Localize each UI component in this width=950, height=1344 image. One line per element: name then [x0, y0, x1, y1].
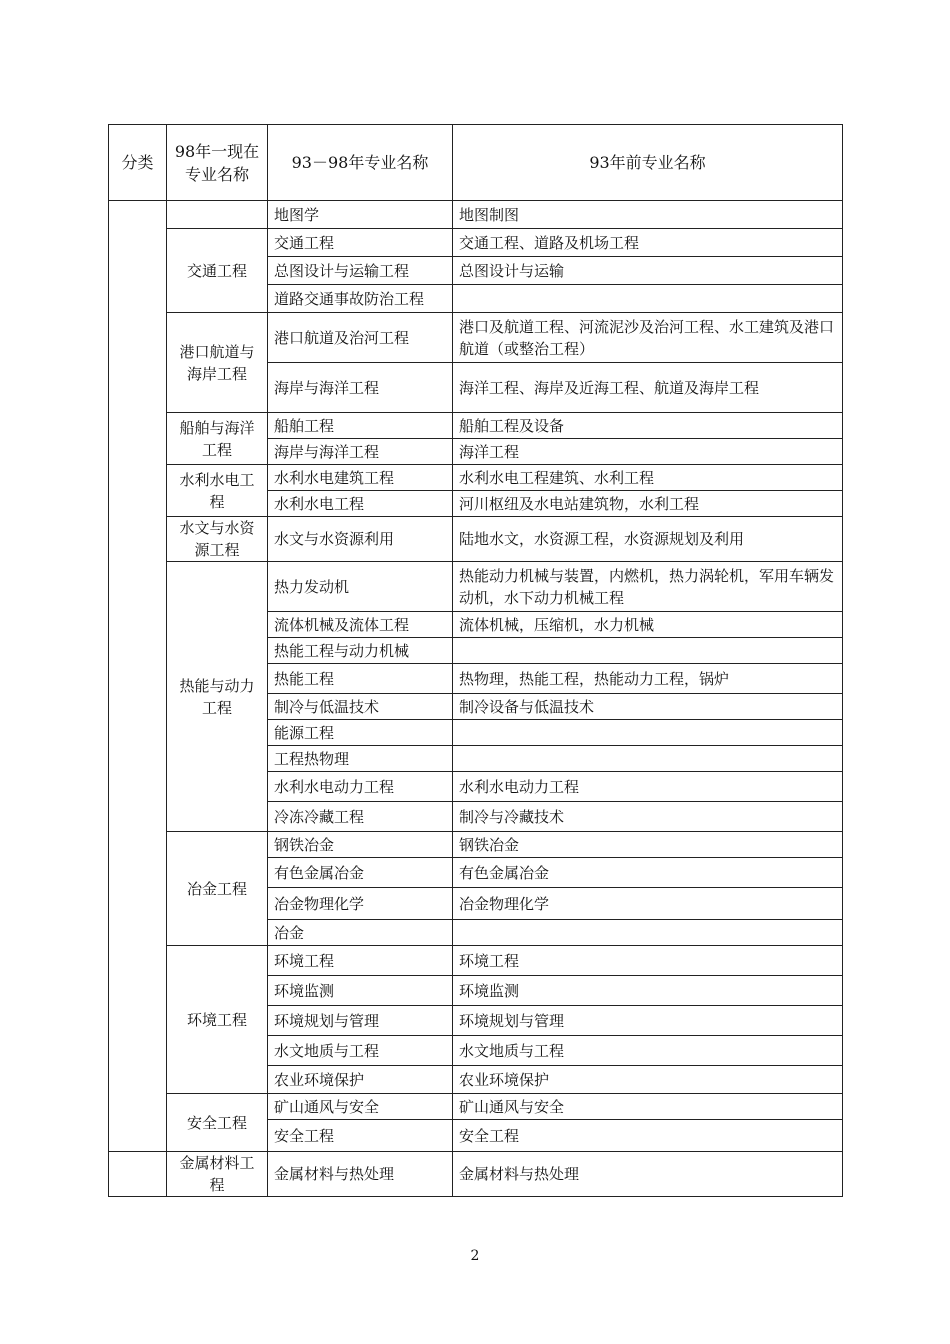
major-pre-93-name: 钢铁冶金 [453, 832, 843, 858]
page-number: 2 [470, 1248, 480, 1264]
major-93-98-name: 金属材料与热处理 [268, 1152, 453, 1197]
major-93-98-name: 海岸与海洋工程 [268, 363, 453, 413]
table-row [109, 413, 843, 439]
major-93-98-name: 冷冻冷藏工程 [268, 802, 453, 832]
major-93-98-name: 环境工程 [268, 946, 453, 976]
major-93-98-name: 流体机械及流体工程 [268, 612, 453, 638]
major-pre-93-name: 陆地水文，水资源工程，水资源规划及利用 [453, 517, 843, 562]
current-major-name: 金属材料工程 [167, 1152, 268, 1197]
major-93-98-name: 矿山通风与安全 [268, 1094, 453, 1120]
major-pre-93-name: 热能动力机械与装置，内燃机，热力涡轮机，军用车辆发动机，水下动力机械工程 [453, 562, 843, 612]
table-row [109, 201, 843, 229]
major-pre-93-name: 流体机械，压缩机，水力机械 [453, 612, 843, 638]
major-93-98-name: 水利水电工程 [268, 491, 453, 517]
major-pre-93-name: 制冷设备与低温技术 [453, 694, 843, 720]
table-row [109, 465, 843, 491]
major-93-98-name: 有色金属冶金 [268, 858, 453, 888]
current-major-name: 安全工程 [167, 1094, 268, 1152]
table-row [109, 517, 843, 562]
major-93-98-name: 水利水电动力工程 [268, 772, 453, 802]
current-major-name: 冶金工程 [167, 832, 268, 946]
major-pre-93-name: 制冷与冷藏技术 [453, 802, 843, 832]
major-93-98-name: 船舶工程 [268, 413, 453, 439]
major-pre-93-name: 船舶工程及设备 [453, 413, 843, 439]
major-pre-93-name: 总图设计与运输 [453, 257, 843, 285]
table-row [109, 946, 843, 976]
major-pre-93-name: 海洋工程、海岸及近海工程、航道及海岸工程 [453, 363, 843, 413]
major-pre-93-name: 环境工程 [453, 946, 843, 976]
major-pre-93-name: 安全工程 [453, 1120, 843, 1152]
major-pre-93-name: 交通工程、道路及机场工程 [453, 229, 843, 257]
major-pre-93-name: 海洋工程 [453, 439, 843, 465]
major-pre-93-name [453, 285, 843, 313]
major-pre-93-name: 河川枢纽及水电站建筑物，水利工程 [453, 491, 843, 517]
major-pre-93-name: 环境规划与管理 [453, 1006, 843, 1036]
header-93-98-name: 93－98年专业名称 [268, 125, 453, 201]
major-93-98-name: 农业环境保护 [268, 1066, 453, 1094]
major-pre-93-name: 矿山通风与安全 [453, 1094, 843, 1120]
table-body [109, 201, 843, 1197]
major-93-98-name: 钢铁冶金 [268, 832, 453, 858]
major-pre-93-name: 港口及航道工程、河流泥沙及治河工程、水工建筑及港口航道（或整治工程） [453, 313, 843, 363]
table-row [109, 1094, 843, 1120]
major-93-98-name: 热能工程 [268, 664, 453, 694]
current-major-name: 港口航道与海岸工程 [167, 313, 268, 413]
major-pre-93-name: 农业环境保护 [453, 1066, 843, 1094]
major-pre-93-name: 冶金物理化学 [453, 888, 843, 920]
major-pre-93-name: 水文地质与工程 [453, 1036, 843, 1066]
current-major-name: 水利水电工程 [167, 465, 268, 517]
major-pre-93-name: 环境监测 [453, 976, 843, 1006]
major-93-98-name: 地图学 [268, 201, 453, 229]
major-pre-93-name: 地图制图 [453, 201, 843, 229]
major-pre-93-name [453, 720, 843, 746]
major-pre-93-name [453, 638, 843, 664]
current-major-name: 环境工程 [167, 946, 268, 1094]
major-pre-93-name: 有色金属冶金 [453, 858, 843, 888]
header-current-name: 98年一现在专业名称 [167, 125, 268, 201]
major-93-98-name: 环境规划与管理 [268, 1006, 453, 1036]
major-93-98-name: 制冷与低温技术 [268, 694, 453, 720]
table-row [109, 832, 843, 858]
major-93-98-name: 热力发动机 [268, 562, 453, 612]
current-major-name [167, 201, 268, 229]
current-major-name: 交通工程 [167, 229, 268, 313]
major-93-98-name: 海岸与海洋工程 [268, 439, 453, 465]
table-row [109, 562, 843, 612]
major-93-98-name: 交通工程 [268, 229, 453, 257]
major-pre-93-name [453, 920, 843, 946]
majors-table [108, 124, 843, 1197]
major-93-98-name: 安全工程 [268, 1120, 453, 1152]
major-93-98-name: 总图设计与运输工程 [268, 257, 453, 285]
major-93-98-name: 冶金 [268, 920, 453, 946]
category-cell [109, 1152, 167, 1197]
major-93-98-name: 水文地质与工程 [268, 1036, 453, 1066]
category-cell [109, 201, 167, 1152]
major-pre-93-name: 水利水电工程建筑、水利工程 [453, 465, 843, 491]
major-pre-93-name: 水利水电动力工程 [453, 772, 843, 802]
current-major-name: 水文与水资源工程 [167, 517, 268, 562]
header-category: 分类 [109, 125, 167, 201]
header-pre-93-name: 93年前专业名称 [453, 125, 843, 201]
major-93-98-name: 工程热物理 [268, 746, 453, 772]
major-93-98-name: 环境监测 [268, 976, 453, 1006]
major-pre-93-name: 金属材料与热处理 [453, 1152, 843, 1197]
major-93-98-name: 能源工程 [268, 720, 453, 746]
current-major-name: 船舶与海洋工程 [167, 413, 268, 465]
table-row [109, 313, 843, 363]
major-93-98-name: 水利水电建筑工程 [268, 465, 453, 491]
current-major-name: 热能与动力工程 [167, 562, 268, 832]
major-93-98-name: 热能工程与动力机械 [268, 638, 453, 664]
major-93-98-name: 港口航道及治河工程 [268, 313, 453, 363]
table-row [109, 229, 843, 257]
major-pre-93-name: 热物理，热能工程，热能动力工程，锅炉 [453, 664, 843, 694]
header-row [109, 125, 843, 201]
table-row [109, 1152, 843, 1197]
major-93-98-name: 水文与水资源利用 [268, 517, 453, 562]
major-93-98-name: 道路交通事故防治工程 [268, 285, 453, 313]
major-pre-93-name [453, 746, 843, 772]
major-93-98-name: 冶金物理化学 [268, 888, 453, 920]
